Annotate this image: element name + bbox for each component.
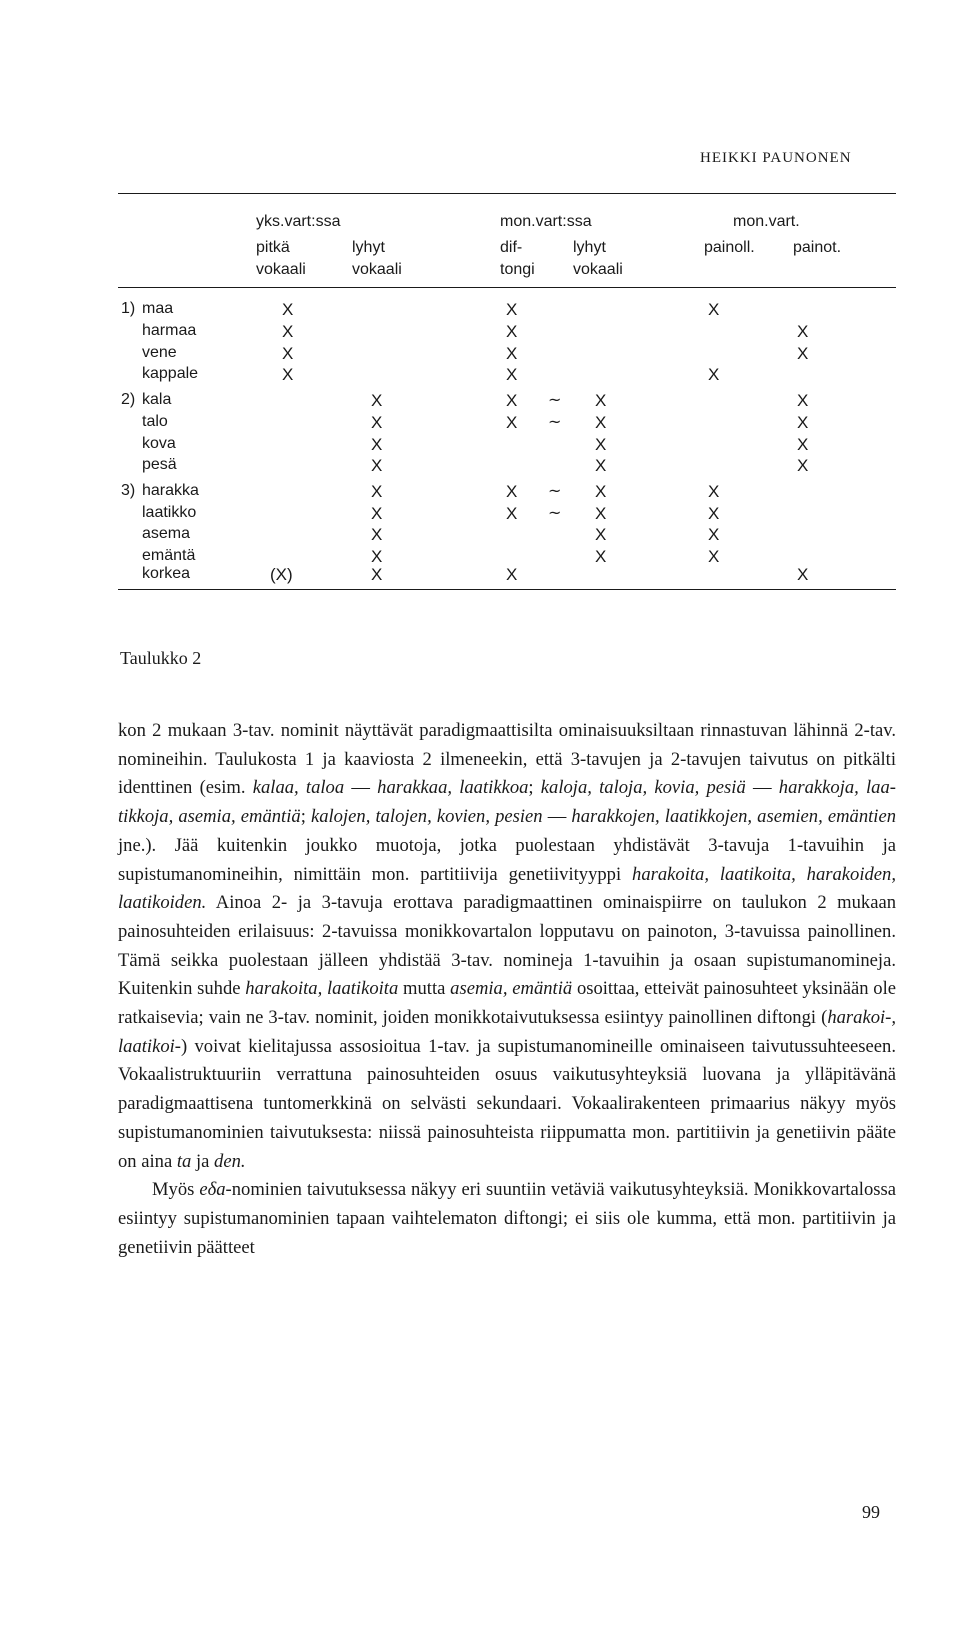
- text-run: ) voivat kielitajussa assosioitua 1-tav. ja supistumanomineille ominaiseen taivutussuhteeseen. Vokaalistruktuuriin verrattuna painosuhteiden osuus vaikutusyhteyksiä luovana ja ylläpitävänä paradigmaattisena tuntomerkkinä on selvästi sekundaari. Vokaalirakenteen primaarius näkyy myös supistumanominien taivutuksesta: niissä painosuhteista riippumatta mon. partitiivin ja genetiivin pääte on aina: [118, 1035, 896, 1172]
- mark-c1: X: [282, 344, 294, 363]
- tilde-mark: ~: [548, 412, 562, 431]
- mark-c4: X: [595, 504, 607, 523]
- italic-run: kalaa, taloa: [252, 777, 345, 799]
- row-word: emäntä: [142, 547, 196, 564]
- mark-c2: X: [371, 435, 383, 454]
- sub-header-stressed: painoll.: [704, 239, 755, 256]
- row-number: 1): [121, 300, 136, 317]
- text-run: ;: [300, 806, 311, 828]
- mark-c3: X: [506, 504, 518, 523]
- mark-c3: X: [506, 322, 518, 341]
- tilde-mark: ~: [548, 503, 562, 522]
- italic-run: harakkoja, laatikkoja, asemia, emäntiä: [118, 777, 896, 828]
- mark-c2: X: [371, 547, 383, 566]
- italic-run: kaloja, taloja, kovia, pesiä: [540, 777, 746, 799]
- row-number: 3): [121, 482, 136, 499]
- text-run: —: [344, 777, 378, 799]
- row-word: pesä: [142, 456, 177, 473]
- sub-header-long-vowel-2: vokaali: [256, 261, 306, 278]
- text-run: —: [745, 777, 779, 799]
- text-run: ja: [191, 1150, 215, 1172]
- row-number: 2): [121, 391, 136, 408]
- italic-run: asemia, emäntiä: [450, 978, 573, 1000]
- mark-c2: X: [371, 413, 383, 432]
- sub-header-short-vowel-2: vokaali: [352, 261, 402, 278]
- mark-c1: X: [282, 300, 294, 319]
- mark-c5: X: [708, 525, 720, 544]
- mark-c6: X: [797, 391, 809, 410]
- text-run: jne.). Jää kuitenkin joukko muotoja, jotka puolestaan yhdistävät 3-tavuja 1-tavuihin ja supistumanomineihin, nimittäin mon. partitiivija genetiivityyppi: [118, 834, 896, 885]
- mark-c3: X: [506, 300, 518, 319]
- mark-c5: X: [708, 547, 720, 566]
- mark-c3: X: [506, 413, 518, 432]
- paragraph: [118, 717, 896, 1176]
- tilde-mark: ~: [548, 481, 562, 500]
- text-run: kon 2 mukaan 3-tav. nominit näyttävät paradigmaattisilta ominaisuuksiltaan rinnastuvan lähinnä 2-tav. nomineihin. Taulukosta 1 ja kaaviosta 2 ilmeneekin, että 3-tavujen ja 2-tavujen taivutus on pitkälti identtinen (esim.: [118, 720, 896, 799]
- tilde-mark: ~: [548, 390, 562, 409]
- sub-header-short-vowel-pl-2: vokaali: [573, 261, 623, 278]
- mark-c4: X: [595, 456, 607, 475]
- sub-header-diphthong-2: tongi: [500, 261, 535, 278]
- sub-header-short-vowel-pl-1: lyhyt: [573, 239, 606, 256]
- row-word: maa: [142, 300, 174, 317]
- row-word: laatikko: [142, 504, 197, 521]
- mark-c2: X: [371, 565, 383, 584]
- mark-c4: X: [595, 482, 607, 501]
- mark-c3: X: [506, 365, 518, 384]
- sub-header-unstressed: painot.: [793, 239, 842, 256]
- italic-run: harakoi-, laatikoi-: [118, 1007, 896, 1057]
- mark-c4: X: [595, 525, 607, 544]
- group-header-plural: mon.vart:ssa: [500, 213, 592, 230]
- mark-c4: X: [595, 413, 607, 432]
- mark-c4: X: [595, 435, 607, 454]
- text-run: osoittaa, etteivät painosuhteet yksinään ole ratkaisevia; vain ne 3-tav. nominit, joiden monikkotaivutuksessa esiintyy painollinen diftongi (: [118, 978, 896, 1029]
- mark-c3: X: [506, 391, 518, 410]
- mark-c6: X: [797, 456, 809, 475]
- italic-run: ta: [176, 1150, 192, 1172]
- mark-c2: X: [371, 482, 383, 501]
- row-word: korkea: [142, 565, 191, 582]
- row-word: harmaa: [142, 322, 197, 339]
- mark-c1: (X): [270, 565, 293, 584]
- text-run: -nominien taivutuksessa näkyy eri suuntiin vetäviä vaikutusyhteyksiä. Monikkovartalossa esiintyy supistumanominien tapaan vaihtelematon diftongi; ei siis ole kumma, että mon. partitiivin ja genetiivin päätteet: [118, 1179, 896, 1258]
- italic-run: den.: [214, 1150, 246, 1172]
- mark-c2: X: [371, 391, 383, 410]
- mark-c6: X: [797, 413, 809, 432]
- mark-c3: X: [506, 565, 518, 584]
- mark-c2: X: [371, 456, 383, 475]
- mark-c2: X: [371, 525, 383, 544]
- text-run: Ainoa 2- ja 3-tavuja erottava paradigmaattinen ominaispiirre on taulukon 2 mukaan painosuhteiden erilaisuus: 2-tavuissa monikkovartalon lopputavu on painoton, 3-tavuissa painollinen. Tämä seikka puolestaan jälleen yhdistää 3-tav. nomineja 1-tavuihin ja osaan supistumanomineja. Kuitenkin suhde: [118, 892, 896, 1000]
- italic-run: harakkojen, laatikkojen, asemien, emäntien: [571, 806, 896, 828]
- mark-c3: X: [506, 344, 518, 363]
- sub-header-diphthong-1: dif-: [500, 239, 523, 256]
- mark-c2: X: [371, 504, 383, 523]
- italic-run: harakoita, laatikoita, harakoiden, laatikoiden.: [118, 863, 896, 914]
- group-header-singular: yks.vart:ssa: [256, 213, 341, 230]
- row-word: talo: [142, 413, 168, 430]
- text-run: ;: [528, 777, 541, 799]
- mark-c5: X: [708, 365, 720, 384]
- mark-c4: X: [595, 547, 607, 566]
- mark-c4: X: [595, 391, 607, 410]
- sub-header-long-vowel-1: pitkä: [256, 239, 290, 256]
- page-number: 99: [862, 1502, 880, 1522]
- mark-c1: X: [282, 322, 294, 341]
- row-word: kova: [142, 435, 176, 452]
- text-run: Myös: [152, 1179, 200, 1201]
- mark-c6: X: [797, 435, 809, 454]
- italic-run: kalojen, talojen, kovien, pesien: [310, 806, 543, 828]
- mark-c6: X: [797, 322, 809, 341]
- mark-c5: X: [708, 482, 720, 501]
- paragraph: [118, 1176, 896, 1262]
- text-run: mutta: [398, 978, 451, 1000]
- group-header-plural-stem: mon.vart.: [733, 213, 800, 230]
- mark-c5: X: [708, 504, 720, 523]
- paradigm-table: [0, 0, 960, 700]
- italic-run: harakoita, laatikoita: [245, 978, 399, 1000]
- row-word: harakka: [142, 482, 199, 499]
- italic-run: eδa: [199, 1179, 226, 1201]
- table-caption: Taulukko 2: [120, 648, 202, 668]
- mark-c3: X: [506, 482, 518, 501]
- sub-header-short-vowel-1: lyhyt: [352, 239, 385, 256]
- mark-c6: X: [797, 344, 809, 363]
- running-head: HEIKKI PAUNONEN: [700, 150, 852, 166]
- text-run: —: [542, 806, 572, 828]
- row-word: kala: [142, 391, 172, 408]
- row-word: asema: [142, 525, 191, 542]
- row-word: vene: [142, 344, 177, 361]
- row-word: kappale: [142, 365, 199, 382]
- italic-run: harakkaa, laatikkoa: [377, 777, 529, 799]
- mark-c6: X: [797, 565, 809, 584]
- body-text: [118, 717, 896, 1262]
- mark-c1: X: [282, 365, 294, 384]
- mark-c5: X: [708, 300, 720, 319]
